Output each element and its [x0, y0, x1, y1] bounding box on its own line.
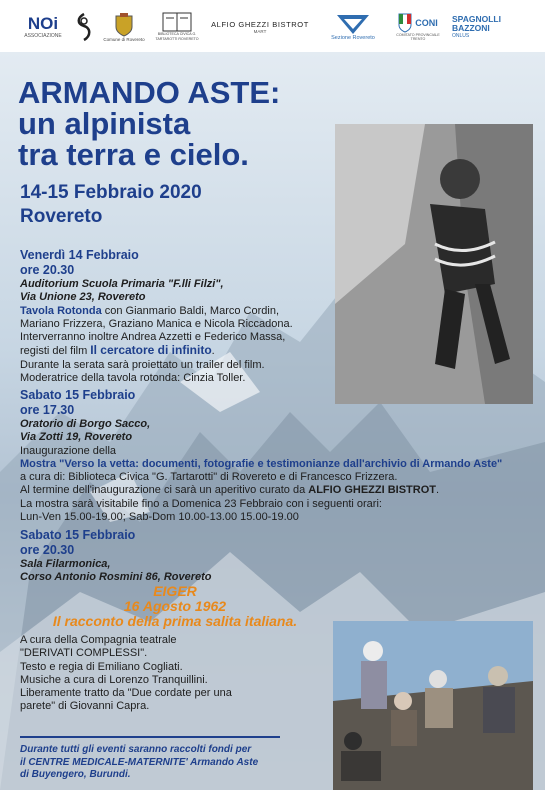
event-desc-line: [20, 484, 502, 497]
credit-line: Testo e regia di Emiliano Cogliati.: [20, 660, 183, 673]
biblioteca-logo: [152, 6, 202, 48]
event-venue: Sala Filarmonica,: [20, 558, 111, 570]
credit-line: Liberamente tratto da "Due cordate per una: [20, 687, 232, 700]
note-line: il CENTRE MEDICALE-MATERNITE' Armando Aste: [20, 756, 259, 768]
crest-icon: [115, 13, 133, 37]
event-saturday-afternoon: [20, 388, 502, 524]
event-saturday-evening: [20, 528, 212, 585]
comune-logo-label: Comune di Rovereto: [103, 36, 145, 42]
bistrot-logo: [208, 14, 312, 40]
summit-group-photo: [333, 621, 533, 790]
poster-title: [18, 77, 328, 170]
event-desc-line: Moderatrice della tavola rotonda: Cinzia Toller.: [20, 372, 246, 385]
sat-logo: [318, 6, 388, 48]
event-desc-line: a cura di: Biblioteca Civica "G. Tartarotti" di Rovereto e di Francesco Frizzera.: [20, 471, 398, 484]
eiger-subtitle: Il racconto della prima salita italiana.: [52, 613, 298, 629]
event-desc-text: Al termine dell'inaugurazione ci sarà un aperitivo curato da: [20, 484, 309, 497]
event-desc-text: registi del film: [20, 345, 91, 358]
event-friday: [20, 248, 293, 385]
event-day: Sabato 15 Febbraio: [20, 388, 136, 402]
eiger-date: 16 Agosto 1962: [123, 598, 227, 614]
coni-logo-label: CONI: [415, 17, 438, 28]
credit-line: Musiche a cura di Lorenzo Tranquillini.: [20, 673, 208, 686]
event-desc-text: con Gianmario Baldi, Marco Cordin,: [101, 304, 279, 317]
event-address: Via Unione 23, Rovereto: [20, 291, 146, 304]
noi-logo-sub: ASSOCIAZIONE: [24, 33, 62, 39]
event-desc-text: .: [211, 345, 215, 358]
bistrot-logo-name: ALFIO GHEZZI BISTROT: [211, 20, 309, 29]
theatre-credits: [20, 634, 232, 714]
spagnolli-logo-line2: BAZZONI: [452, 23, 490, 33]
eiger-highlight: [20, 584, 330, 629]
event-desc-line: La mostra sarà visitabile fino a Domenica 23 Febbraio con i seguenti orari:: [20, 497, 382, 510]
bistrot-logo-sub: MART: [253, 29, 267, 34]
event-venue: Oratorio di Borgo Sacco,: [20, 418, 151, 430]
sat-emblem-icon: [336, 13, 370, 35]
title-line-3: tra terra e cielo.: [18, 137, 249, 172]
film-title: Il cercatore di infinito: [90, 343, 212, 358]
event-desc-line: Interverranno inoltre Andrea Azzetti e Federico Massa,: [20, 331, 286, 344]
event-day: Venerdì 14 Febbraio: [20, 248, 139, 262]
biblioteca-logo-label: BIBLIOTECA CIVICA G. TARTAROTTI ROVERETO: [155, 32, 199, 41]
event-desc-line: Mariano Frizzera, Graziano Manica e Nicola Riccadona.: [20, 317, 293, 330]
bistrot-name: ALFIO GHEZZI BISTROT: [308, 484, 436, 497]
event-dates: 14-15 Febbraio 2020: [20, 182, 202, 203]
event-day: Sabato 15 Febbraio: [20, 528, 136, 542]
comune-logo: [102, 6, 146, 48]
book-icon: [162, 12, 192, 32]
event-desc-text: .: [435, 484, 440, 497]
noi-logo: [14, 8, 72, 46]
coni-logo-sub: COMITATO PROVINCIALE TRENTO: [396, 32, 440, 41]
spagnolli-logo: [452, 10, 542, 44]
event-desc-line: Durante la serata sarà proiettato un trailer del film.: [20, 358, 265, 371]
event-address: Corso Antonio Rosmini 86, Rovereto: [20, 571, 212, 584]
event-time: ore 17.30: [20, 403, 75, 417]
logo-bar: [0, 0, 545, 52]
aste-monogram-icon: [74, 10, 94, 44]
spagnolli-logo-line3: ONLUS: [452, 33, 470, 39]
exhibition-title: Mostra "Verso la vetta: documenti, fotografie e testimonianze dall'archivio di Armando Aste": [20, 457, 503, 470]
eiger-title: EIGER: [153, 583, 197, 599]
note-line: Durante tutti gli eventi saranno raccolti fondi per: [20, 744, 252, 755]
event-label: Tavola Rotonda: [20, 304, 102, 317]
event-city: Rovereto: [20, 206, 103, 227]
event-desc-line: Inaugurazione della: [20, 444, 117, 457]
noi-logo-text: NOi: [27, 14, 59, 33]
event-address: Via Zotti 19, Rovereto: [20, 431, 133, 444]
event-time: ore 20.30: [20, 263, 75, 277]
title-line-1: ARMANDO ASTE:: [18, 75, 281, 110]
note-line: di Buyengero, Burundi.: [20, 769, 131, 780]
coni-shield-icon: [398, 13, 412, 33]
poster: [0, 52, 545, 790]
event-venue: Auditorium Scuola Primaria "F.lli Filzi",: [20, 278, 224, 290]
event-desc-line: [20, 344, 293, 358]
credit-line: parete" di Giovanni Capra.: [20, 700, 150, 713]
event-desc-line: [20, 305, 293, 318]
sat-logo-label: Sezione Rovereto: [331, 35, 375, 41]
coni-logo: [392, 6, 444, 48]
event-desc-line: Lun-Ven 15.00-19.00; Sab-Dom 10.00-13.00 15.00-19.00: [20, 511, 299, 524]
divider: [20, 736, 280, 738]
credit-line: A cura della Compagnia teatrale: [20, 634, 177, 646]
spagnolli-logo-line1: SPAGNOLLI: [452, 14, 501, 24]
title-line-2: un alpinista: [18, 106, 191, 141]
climber-photo: [335, 124, 533, 404]
fundraising-note: [20, 744, 258, 782]
event-time: ore 20.30: [20, 543, 75, 557]
credit-line: "DERIVATI COMPLESSI".: [20, 647, 148, 660]
